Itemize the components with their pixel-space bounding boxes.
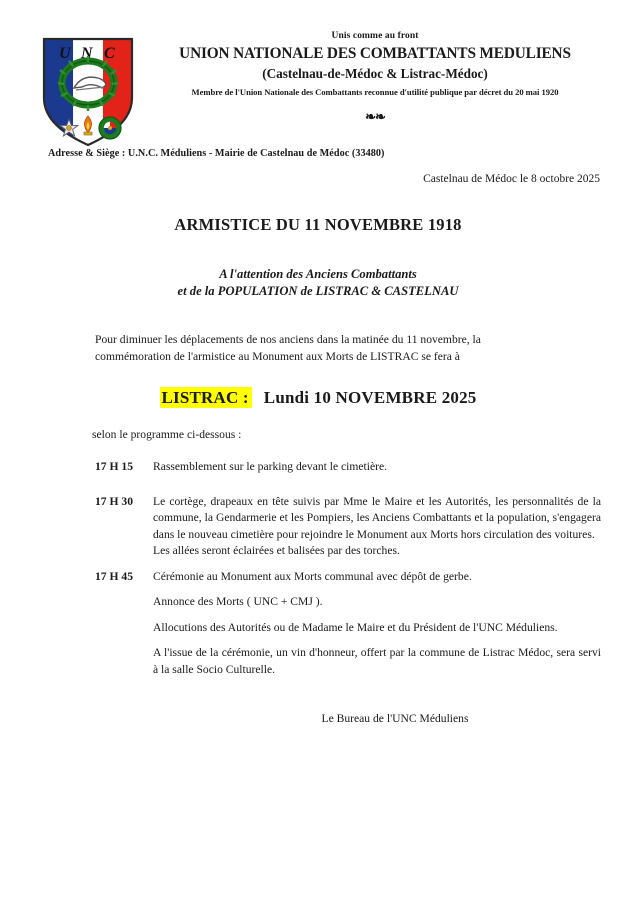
- paragraph-spacer: [153, 585, 601, 594]
- paragraph-spacer: [153, 611, 601, 620]
- attention-block: [0, 266, 636, 300]
- schedule-paragraph: Cérémonie au Monument aux Morts communal avec dépôt de gerbe.: [153, 569, 472, 583]
- membership-note: Membre de l'Union Nationale des Combattants reconnue d'utilité publique par décret du 20 mai 1920: [191, 87, 559, 97]
- event-date: Lundi 10 NOVEMBRE 2025: [263, 388, 477, 407]
- highlighted-place: LISTRAC :: [160, 387, 252, 408]
- signature-text: Le Bureau de l'UNC Méduliens: [321, 712, 469, 725]
- svg-text:C: C: [104, 45, 115, 62]
- svg-text:N: N: [81, 45, 93, 62]
- schedule-time: 17 H 30: [95, 494, 134, 508]
- intro-paragraph: [95, 331, 601, 365]
- unc-shield-logo: [40, 36, 136, 148]
- intro-line-2: commémoration de l'armistice au Monument aux Morts de LISTRAC se fera à: [95, 350, 460, 363]
- schedule-row: [95, 494, 601, 560]
- schedule-row: [95, 459, 601, 476]
- organization-subtitle: (Castelnau-de-Médoc & Listrac-Médoc): [262, 66, 488, 81]
- schedule-spacer: [95, 560, 601, 569]
- schedule-description: [153, 569, 601, 679]
- schedule-paragraph: Allocutions des Autorités ou de Madame le Maire et du Président de l'UNC Méduliens.: [153, 620, 558, 634]
- letterhead-text: [140, 30, 610, 124]
- schedule-paragraph: Annonce des Morts ( UNC + CMJ ).: [153, 595, 323, 608]
- schedule-description: [153, 494, 601, 560]
- schedule-spacer: [95, 476, 601, 494]
- schedule-paragraph: Le cortège, drapeaux en tête suivis par Mme le Maire et les Autorités, les personnalités de la commune, la Gendarmerie et les Pompiers, les Anciens Combattants et la population, s'engagera dans le nouveau cimetière pour rejoindre le Monument aux Morts hors circulation des voitures.: [153, 494, 601, 541]
- paragraph-spacer: [153, 636, 601, 645]
- program-lead-in: selon le programme ci-dessous :: [92, 428, 242, 441]
- signature-line: [0, 712, 636, 725]
- schedule-paragraph: Les allées seront éclairées et balisées par des torches.: [153, 544, 400, 557]
- page-title: ARMISTICE DU 11 NOVEMBRE 1918: [174, 215, 462, 234]
- attention-line-2: et de la POPULATION de LISTRAC & CASTELNAU: [177, 284, 459, 298]
- attention-line-1: A l'attention des Anciens Combattants: [219, 267, 417, 281]
- schedule-row: [95, 569, 601, 679]
- ornament-divider: ❧❧: [365, 109, 385, 124]
- schedule-paragraph: Rassemblement sur le parking devant le cimetière.: [153, 460, 388, 473]
- event-place-date: [0, 388, 636, 408]
- dateline: Castelnau de Médoc le 8 octobre 2025: [423, 173, 600, 185]
- intro-line-1: Pour diminuer les déplacements de nos anciens dans la matinée du 11 novembre, la: [95, 333, 481, 346]
- schedule-time: 17 H 45: [95, 569, 134, 583]
- address-line: Adresse & Siège : U.N.C. Méduliens - Mairie de Castelnau de Médoc (33480): [48, 148, 385, 159]
- schedule-time: 17 H 15: [95, 460, 134, 473]
- organization-title: UNION NATIONALE DES COMBATTANTS MEDULIENS: [179, 45, 571, 62]
- schedule-description: [153, 459, 601, 476]
- schedule-list: [95, 459, 601, 678]
- motto: Unis comme au front: [331, 31, 419, 41]
- letterhead: [0, 30, 636, 150]
- svg-text:U: U: [59, 45, 71, 62]
- schedule-paragraph: A l'issue de la cérémonie, un vin d'honneur, offert par la commune de Listrac Médoc, sera servi à la salle Socio Culturelle.: [153, 646, 601, 676]
